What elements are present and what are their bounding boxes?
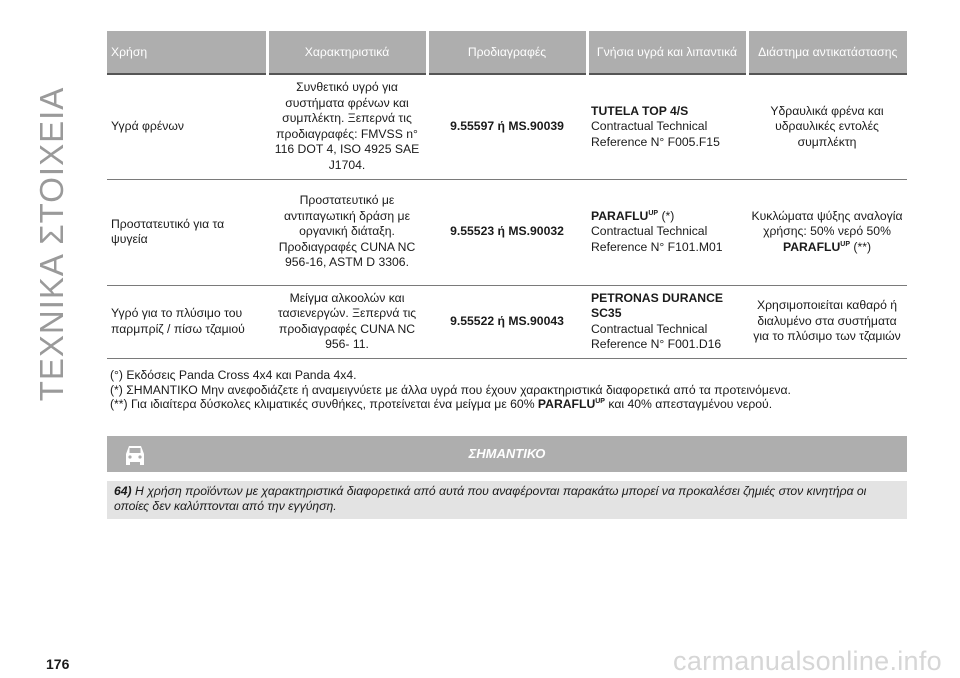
fluid-suffix: (*) bbox=[658, 208, 675, 223]
section-title: ΤΕΧΝΙΚΑ ΣΤΟΙΧΕΙΑ bbox=[33, 86, 70, 402]
fluid-brand: TUTELA TOP 4/S bbox=[591, 103, 689, 118]
fluid-cell bbox=[587, 74, 747, 179]
fluid-reference: Contractual Technical Reference N° F001.D16 bbox=[591, 321, 722, 351]
table-row bbox=[107, 285, 907, 358]
footnote-climate-brand: PARAFLU bbox=[537, 397, 596, 411]
interval-suffix: (**) bbox=[850, 239, 872, 254]
important-number: 64) bbox=[114, 484, 132, 498]
header-original-fluids: Γνήσια υγρά και λιπαντικά bbox=[587, 31, 747, 74]
characteristics-cell: Συνθετικό υγρό για συστήματα φρένων και συμπλέκτη. Ξεπερνά τις προδιαγραφές: FMVSS n° 116 DOT 4, ISO 4925 SAE J1704. bbox=[267, 74, 427, 179]
table-row bbox=[107, 179, 907, 285]
fluid-cell bbox=[587, 179, 747, 285]
table-footnotes bbox=[110, 368, 910, 412]
fluid-brand: PETRONAS DURANCE SC35 bbox=[591, 290, 724, 320]
interval-cell bbox=[747, 285, 907, 358]
header-change-interval: Διάστημα αντικατάστασης bbox=[747, 31, 907, 74]
usage-cell: Υγρά φρένων bbox=[107, 74, 267, 179]
header-characteristics: Χαρακτηριστικά bbox=[267, 31, 427, 74]
fluid-brand-sup: UP bbox=[648, 209, 659, 217]
interval-cell bbox=[747, 179, 907, 285]
footnote-versions: (°) Εκδόσεις Panda Cross 4x4 και Panda 4x4. bbox=[110, 368, 357, 382]
specification-cell: 9.55523 ή MS.90032 bbox=[427, 179, 587, 285]
important-message: Η χρήση προϊόντων με χαρακτηριστικά διαφορετικά από αυτά που αναφέρονται παρακάτω μπορεί να προκαλέσει ζημιές στον κινητήρα οι οποίες δεν καλύπτονται από την εγγύηση. bbox=[114, 484, 867, 513]
fluid-brand: PARAFLU bbox=[591, 208, 649, 223]
header-usage: Χρήση bbox=[107, 31, 267, 74]
interval-text: Υδραυλικά φρένα και υδραυλικές εντολές συμπλέκτη bbox=[770, 103, 884, 149]
header-specifications: Προδιαγραφές bbox=[427, 31, 587, 74]
interval-brand-sup: UP bbox=[840, 240, 851, 248]
usage-cell: Προστατευτικό για τα ψυγεία bbox=[107, 179, 267, 285]
fluid-reference: Contractual Technical Reference N° F005.F15 bbox=[591, 119, 720, 149]
fluid-reference: Contractual Technical Reference N° F101.M01 bbox=[591, 224, 723, 254]
interval-cell bbox=[747, 74, 907, 179]
characteristics-cell: Προστατευτικό με αντιπαγωτική δράση με οργανική διάταξη. Προδιαγραφές CUNA NC 956-16, ASTM D 3306. bbox=[267, 179, 427, 285]
important-title: ΣΗΜΑΝΤΙΚΟ bbox=[468, 446, 546, 461]
table-row bbox=[107, 74, 907, 179]
footnote-climate bbox=[110, 397, 910, 412]
footnote-climate-text: (**) Για ιδιαίτερα δύσκολες κλιματικές συνθήκες, προτείνεται ένα μείγμα με 60% bbox=[110, 397, 538, 411]
table-header-row bbox=[107, 31, 907, 74]
watermark: carmanualsonline.info bbox=[673, 646, 942, 676]
footnote-important: (*) ΣΗΜΑΝΤΙΚΟ Μην ανεφοδιάζετε ή αναμειγνύετε με άλλα υγρά που έχουν χαρακτηριστικά διαφορετικά από τα προτεινόμενα. bbox=[110, 382, 791, 397]
important-banner bbox=[107, 436, 907, 472]
interval-text: Χρησιμοποιείται καθαρό ή διαλυμένο στα συστήματα για το πλύσιμο των τζαμιών bbox=[753, 298, 901, 344]
page-number: 176 bbox=[46, 656, 70, 672]
important-note bbox=[107, 481, 907, 519]
fluid-cell bbox=[587, 285, 747, 358]
interval-text: Κυκλώματα ψύξης αναλογία χρήσης: 50% νερό 50% bbox=[751, 208, 903, 239]
usage-cell: Υγρό για το πλύσιμο του παρμπρίζ / πίσω τζαμιού bbox=[107, 285, 267, 358]
characteristics-cell: Μείγμα αλκοολών και τασιενεργών. Ξεπερνά τις προδιαγραφές CUNA NC 956- 11. bbox=[267, 285, 427, 358]
specification-cell: 9.55522 ή MS.90043 bbox=[427, 285, 587, 358]
important-text bbox=[114, 484, 899, 514]
fluids-spec-table bbox=[107, 31, 907, 359]
specification-cell: 9.55597 ή MS.90039 bbox=[427, 74, 587, 179]
footnote-climate-end: και 40% απεσταγμένου νερού. bbox=[604, 397, 773, 411]
footnote-climate-sup: UP bbox=[595, 398, 605, 405]
interval-brand: PARAFLU bbox=[782, 239, 841, 254]
